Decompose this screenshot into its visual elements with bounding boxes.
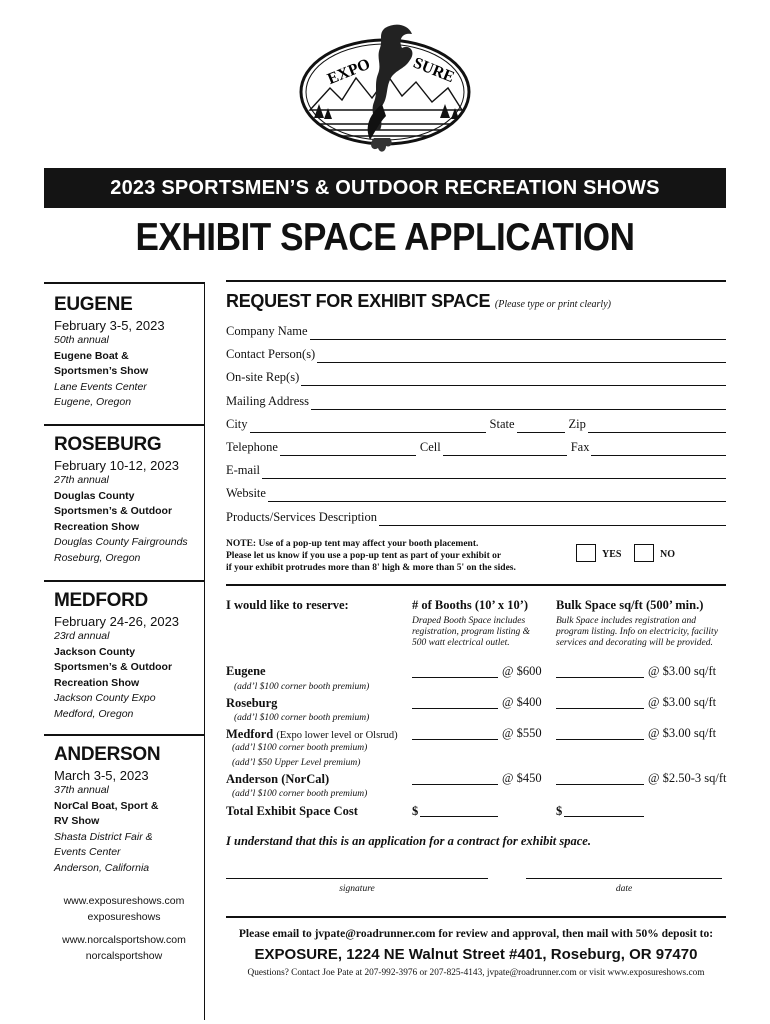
total-bulk-input[interactable] [564,805,644,817]
mailing-address-field[interactable] [226,390,726,410]
desc-line: 500 watt electrical outlet. [412,638,510,648]
roseburg-bulk-price: @ $3.00 sq/ft [648,695,717,709]
event-anderson [54,744,204,876]
anderson-booths-input[interactable] [412,773,498,785]
contact-person-field[interactable] [226,343,726,363]
logo-word-right: SURE [410,54,457,87]
exposure-logo [290,18,480,166]
field-label: Website [226,486,266,500]
event-venue: Anderson, California [54,861,150,874]
event-show: Recreation Show [54,676,140,689]
contact-info: Questions? Contact Joe Pate at 207-992-3976 or 207-825-4143, jvpate@roadrunner.com or visit www.exposureshows.com [247,968,705,978]
email-field[interactable] [226,459,726,479]
event-annual: 23rd annual [54,630,110,642]
bulk-header: Bulk Space sq/ft (500’ min.) [556,598,704,612]
anderson-bulk-input[interactable] [556,773,644,785]
desc-line: program listing. Info on electricity, facility [556,627,718,637]
event-city: ROSEBURG [54,434,162,455]
field-label: City [226,417,248,431]
date-line[interactable] [526,878,722,879]
event-show: Eugene Boat & [54,349,129,362]
eugene-booths-input[interactable] [412,666,498,678]
event-venue: Jackson County Expo [54,692,156,704]
event-show: Douglas County [54,489,135,502]
event-medford [54,590,204,722]
popup-tent-note [226,538,556,574]
medford-premium: (add’l $50 Upper Level premium) [232,758,361,768]
total-label: Total Exhibit Space Cost [226,804,358,818]
state-input[interactable] [517,420,565,433]
event-venue: Events Center [54,846,121,858]
signature-line[interactable] [226,878,488,879]
cell-input[interactable] [443,443,567,456]
sidebar-rule [44,424,204,426]
no-label: NO [660,549,675,560]
column-divider [204,282,205,1020]
anderson-bulk-price: @ $2.50-3 sq/ft [648,771,727,785]
field-label: Contact Person(s) [226,347,316,361]
event-show: RV Show [54,815,100,827]
page-title: EXHIBIT SPACE APPLICATION [135,216,635,259]
signature-label: signature [339,884,375,894]
form-heading-note: (Please type or print clearly) [494,299,611,310]
row-roseburg-label: Roseburg [226,696,278,710]
row-eugene-label: Eugene [226,664,266,678]
website-field[interactable] [226,482,726,502]
field-label: Mailing Address [226,394,309,408]
event-show: Jackson County [54,645,136,658]
telephone-input[interactable] [280,443,416,456]
form-heading-text: REQUEST FOR EXHIBIT SPACE [226,291,491,311]
form-heading [226,291,611,312]
event-city: MEDFORD [54,590,148,611]
medford-extra: (Expo lower level or Olsrud) [276,730,398,741]
event-date: February 10-12, 2023 [54,458,180,473]
desc-line: Bulk Space includes registration and [556,616,697,626]
products-input[interactable] [379,513,726,526]
agreement-statement: I understand that this is an application for a contract for exhibit space. [226,834,591,848]
row-medford-label [226,727,398,742]
website-input[interactable] [268,489,726,502]
event-date: February 24-26, 2023 [54,614,180,629]
bulk-description [556,616,718,649]
desc-line: Draped Booth Space includes [412,616,526,626]
event-date: March 3-5, 2023 [54,768,149,783]
city-input[interactable] [250,420,486,433]
event-annual: 50th annual [54,334,109,346]
fax-input[interactable] [591,443,726,456]
roseburg-booths-input[interactable] [412,697,498,709]
event-city: EUGENE [54,294,133,315]
products-field[interactable] [226,506,726,526]
event-show: Sportsmen’s Show [54,365,149,377]
company-name-input[interactable] [310,327,726,340]
medford-booth-price: @ $550 [502,726,542,740]
event-venue: Shasta District Fair & [54,830,153,843]
note-line: Please let us know if you use a pop-up tent as part of your exhibit or [226,551,502,561]
email-instructions: Please email to jvpate@roadrunner.com for review and approval, then mail with 50% deposit to: [238,928,714,940]
section-rule [226,584,726,586]
social-handle: norcalsportshow [85,949,163,962]
no-checkbox[interactable] [634,544,654,562]
sidebar-rule [44,734,204,736]
field-label: Telephone [226,440,278,454]
phone-row[interactable] [226,436,726,456]
field-label: E-mail [226,463,261,477]
sidebar-rule [44,580,204,582]
total-bulk-dollar: $ [556,804,563,818]
field-label: Zip [568,417,586,431]
event-venue: Lane Events Center [54,380,147,393]
field-label: Company Name [226,324,308,338]
desc-line: registration, program listing & [412,627,531,637]
medford-bulk-price: @ $3.00 sq/ft [648,726,717,740]
email-input[interactable] [262,466,726,479]
sidebar-websites [44,894,204,964]
yes-checkbox[interactable] [576,544,596,562]
event-show: Sportsmen’s & Outdoor [54,505,173,517]
contact-person-input[interactable] [317,350,726,363]
event-venue: Medford, Oregon [54,707,134,720]
event-venue: Douglas County Fairgrounds [54,536,188,548]
event-annual: 27th annual [54,474,109,486]
desc-line: services and decorating will be provided. [556,638,713,648]
reserve-label: I would like to reserve: [226,598,349,612]
shows-banner: 2023 SPORTSMEN’S & OUTDOOR RECREATION SHOWS [44,168,726,208]
field-label: Fax [570,440,590,454]
mailing-address-input[interactable] [311,397,726,410]
event-show: Sportsmen’s & Outdoor [54,661,173,673]
event-date: February 3-5, 2023 [54,318,165,333]
field-label: On-site Rep(s) [226,370,300,384]
event-show: Recreation Show [54,520,140,533]
booths-header: # of Booths (10’ x 10’) [412,598,529,612]
footer-rule [226,916,726,918]
zip-input[interactable] [588,420,726,433]
medford-name: Medford [226,727,274,741]
eugene-premium: (add’l $100 corner booth premium) [234,682,370,692]
event-eugene [54,294,204,411]
date-label: date [615,884,633,894]
logo-word-left: EXPO [325,55,373,89]
event-city: ANDERSON [54,744,161,765]
field-label: Cell [419,440,441,454]
field-label: Products/Services Description [226,510,378,524]
field-label: State [489,417,515,431]
onsite-rep-field[interactable] [226,366,726,386]
booths-description [412,616,530,649]
anderson-booth-price: @ $450 [502,771,542,785]
roseburg-bulk-input[interactable] [556,697,644,709]
roseburg-booth-price: @ $400 [502,695,542,709]
medford-premium: (add’l $100 corner booth premium) [232,743,368,753]
anderson-premium: (add’l $100 corner booth premium) [232,789,368,799]
sidebar-top-rule [44,282,204,284]
website-link: www.exposureshows.com [63,895,185,907]
event-annual: 37th annual [54,784,109,796]
total-booth-input[interactable] [420,805,498,817]
eugene-booth-price: @ $600 [502,664,542,678]
company-name-field[interactable] [226,320,726,340]
event-roseburg [54,434,204,566]
form-top-rule [226,280,726,282]
note-line: NOTE: Use of a pop-up tent may affect your booth placement. [226,539,479,549]
website-link: www.norcalsportshow.com [62,934,186,946]
medford-bulk-input[interactable] [556,728,644,740]
onsite-rep-input[interactable] [301,373,726,386]
social-handle: exposureshows [87,910,161,923]
row-anderson-label: Anderson (NorCal) [226,772,330,786]
medford-booths-input[interactable] [412,728,498,740]
event-show: NorCal Boat, Sport & [54,799,159,812]
note-line: if your exhibit protrudes more than 8' high & more than 5' on the sides. [226,563,516,573]
mailing-address: EXPOSURE, 1224 NE Walnut Street #401, Roseburg, OR 97470 [254,946,698,963]
event-venue: Roseburg, Oregon [54,551,141,564]
eugene-bulk-price: @ $3.00 sq/ft [648,664,717,678]
city-state-zip-row[interactable] [226,413,726,433]
yes-label: YES [602,549,622,560]
total-booth-dollar: $ [412,804,419,818]
event-venue: Eugene, Oregon [54,396,132,408]
eugene-bulk-input[interactable] [556,666,644,678]
roseburg-premium: (add’l $100 corner booth premium) [234,713,370,723]
